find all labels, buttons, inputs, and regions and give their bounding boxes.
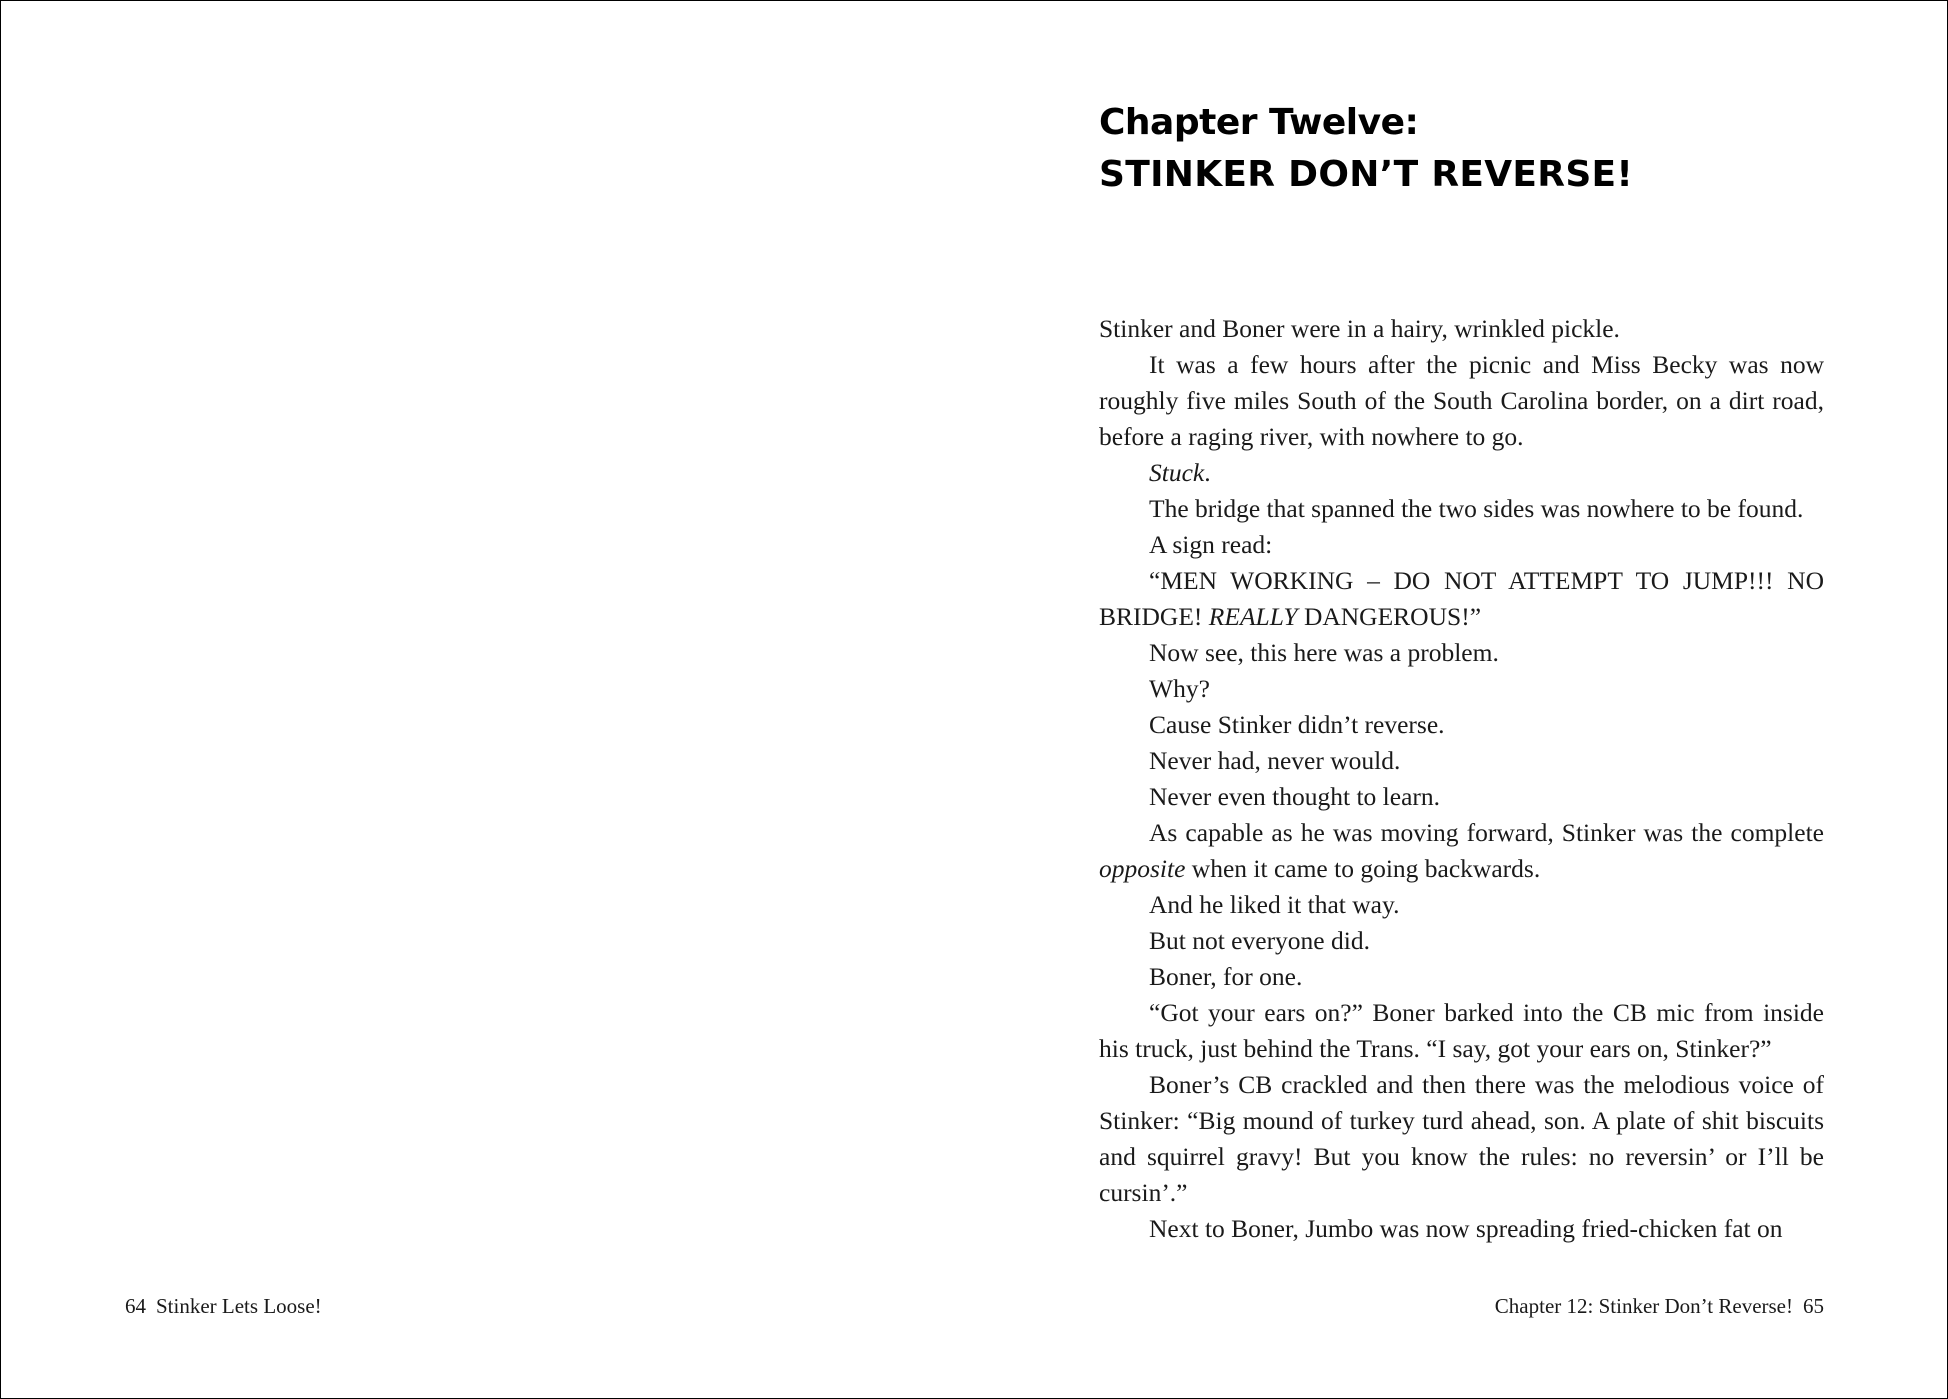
- chapter-heading: [1099, 97, 1839, 201]
- text-run: Boner’s CB crackled and then there was the melodious voice of Stinker: “Big mound of turkey turd ahead, son. A plate of shit biscuits and squirrel gravy! But you know the rules: no reversin’ or I’ll be cursin’.”: [1099, 1070, 1824, 1207]
- text-run: .: [1204, 458, 1211, 487]
- text-run: “MEN WORKING – DO NOT ATTEMPT TO JUMP!!! NO BRIDGE!: [1099, 566, 1824, 631]
- paragraph: [1099, 887, 1824, 923]
- text-run: A sign read:: [1149, 530, 1273, 559]
- paragraph: [1099, 563, 1824, 635]
- text-run: Why?: [1149, 674, 1210, 703]
- text-run: The bridge that spanned the two sides was nowhere to be found.: [1149, 494, 1804, 523]
- paragraph: [1099, 815, 1824, 887]
- paragraph: [1099, 455, 1824, 491]
- text-run: As capable as he was moving forward, Stinker was the complete: [1149, 818, 1824, 847]
- text-run: And he liked it that way.: [1149, 890, 1400, 919]
- paragraph: [1099, 635, 1824, 671]
- right-page-number: 65: [1803, 1294, 1824, 1318]
- paragraph: [1099, 1067, 1824, 1211]
- paragraph: [1099, 923, 1824, 959]
- text-run: Cause Stinker didn’t reverse.: [1149, 710, 1445, 739]
- paragraph: [1099, 779, 1824, 815]
- text-run: Never even thought to learn.: [1149, 782, 1441, 811]
- paragraph: [1099, 347, 1824, 455]
- text-run: DANGEROUS!”: [1297, 602, 1482, 631]
- text-run: Boner, for one.: [1149, 962, 1303, 991]
- text-run: “Got your ears on?” Boner barked into the CB mic from inside his truck, just behind the Trans. “I say, got your ears on, Stinker?”: [1099, 998, 1824, 1063]
- chapter-body-text: [1099, 311, 1824, 1247]
- paragraph: [1099, 527, 1824, 563]
- italic-text: Stuck: [1149, 458, 1205, 487]
- paragraph: [1099, 671, 1824, 707]
- italic-text: REALLY: [1208, 602, 1298, 631]
- paragraph: [1099, 491, 1824, 527]
- chapter-label: Chapter Twelve:: [1099, 102, 1419, 143]
- right-page: [974, 1, 1947, 1398]
- paragraph: [1099, 743, 1824, 779]
- paragraph: [1099, 707, 1824, 743]
- left-running-head: Stinker Lets Loose!: [156, 1294, 322, 1318]
- paragraph: [1099, 995, 1824, 1067]
- paragraph: [1099, 311, 1824, 347]
- paragraph: [1099, 1211, 1824, 1247]
- text-run: when it came to going backwards.: [1185, 854, 1541, 883]
- text-run: Stinker and Boner were in a hairy, wrinkled pickle.: [1099, 314, 1620, 343]
- italic-text: opposite: [1099, 854, 1186, 883]
- left-footer: [125, 1293, 322, 1319]
- left-page: [1, 1, 974, 1398]
- right-footer: [1495, 1293, 1824, 1319]
- text-run: But not everyone did.: [1149, 926, 1370, 955]
- paragraph: [1099, 959, 1824, 995]
- text-run: Never had, never would.: [1149, 746, 1401, 775]
- right-running-head: Chapter 12: Stinker Don’t Reverse!: [1494, 1294, 1793, 1318]
- text-run: Next to Boner, Jumbo was now spreading fried-chicken fat on: [1149, 1214, 1783, 1243]
- chapter-title: STINKER DON’T REVERSE!: [1099, 154, 1634, 195]
- text-run: It was a few hours after the picnic and Miss Becky was now roughly five miles South of the South Carolina border, on a dirt road, before a raging river, with nowhere to go.: [1099, 350, 1824, 451]
- left-page-number: 64: [125, 1294, 146, 1318]
- text-run: Now see, this here was a problem.: [1149, 638, 1499, 667]
